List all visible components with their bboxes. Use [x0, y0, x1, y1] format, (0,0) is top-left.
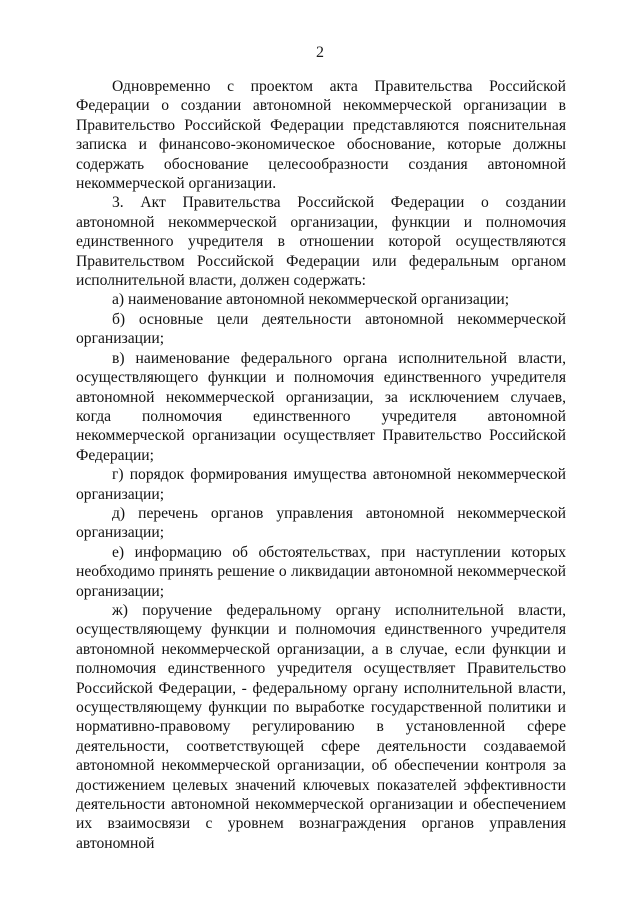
paragraph-subitem-e: е) информацию об обстоятельствах, при наступлении которых необходимо принять решение о ликвидации автономной некоммерческой организации;: [76, 543, 566, 600]
paragraph-simultaneous-submission: Одновременно с проектом акта Правительства Российской Федерации о создании автономной некоммерческой организации в Правительство Российской Федерации представляются пояснительная записка и финансово-экономическое обоснование, которые должны содержать обоснование целесообразности создания автономной некоммерческой организации.: [76, 78, 566, 193]
paragraph-subitem-a: а) наименование автономной некоммерческой организации;: [112, 291, 510, 309]
page-number: 2: [316, 44, 324, 61]
paragraph-item-3: 3. Акт Правительства Российской Федерации о создании автономной некоммерческой организации, функции и полномочия единственного учредителя в отношении которой осуществляются Правительством Российской Федерации или федеральным органом исполнительной власти, должен содержать:: [76, 194, 566, 290]
paragraph-subitem-d: д) перечень органов управления автономной некоммерческой организации;: [76, 504, 566, 542]
paragraph-subitem-zh: ж) поручение федеральному органу исполнительной власти, осуществляющему функции и полномочия единственного учредителя автономной некоммерческой организации, а в случае, если функции и полномочия единственного учредителя осуществляет Правительство Российской Федерации, - федеральному органу исполнительной власти, осуществляющему функции по выработке государственной политики и нормативно-правовому регулированию в установленной сфере деятельности, соответствующей сфере деятельности создаваемой автономной некоммерческой организации, об обеспечении контроля за достижением целевых значений ключевых показателей эффективности деятельности автономной некоммерческой организации и обеспечением их взаимосвязи с уровнем вознаграждения органов управления автономной: [76, 601, 566, 852]
document-body: [76, 77, 566, 853]
paragraph-subitem-g: г) порядок формирования имущества автономной некоммерческой организации;: [76, 466, 566, 503]
paragraph-subitem-v: в) наименование федерального органа исполнительной власти, осуществляющего функции и полномочия единственного учредителя автономной некоммерческой организации, за исключением случаев, когда полномочия единственного учредителя автономной некоммерческой организации осуществляет Правительство Российской Федерации;: [76, 349, 566, 464]
paragraph-subitem-b: б) основные цели деятельности автономной некоммерческой организации;: [76, 310, 566, 348]
